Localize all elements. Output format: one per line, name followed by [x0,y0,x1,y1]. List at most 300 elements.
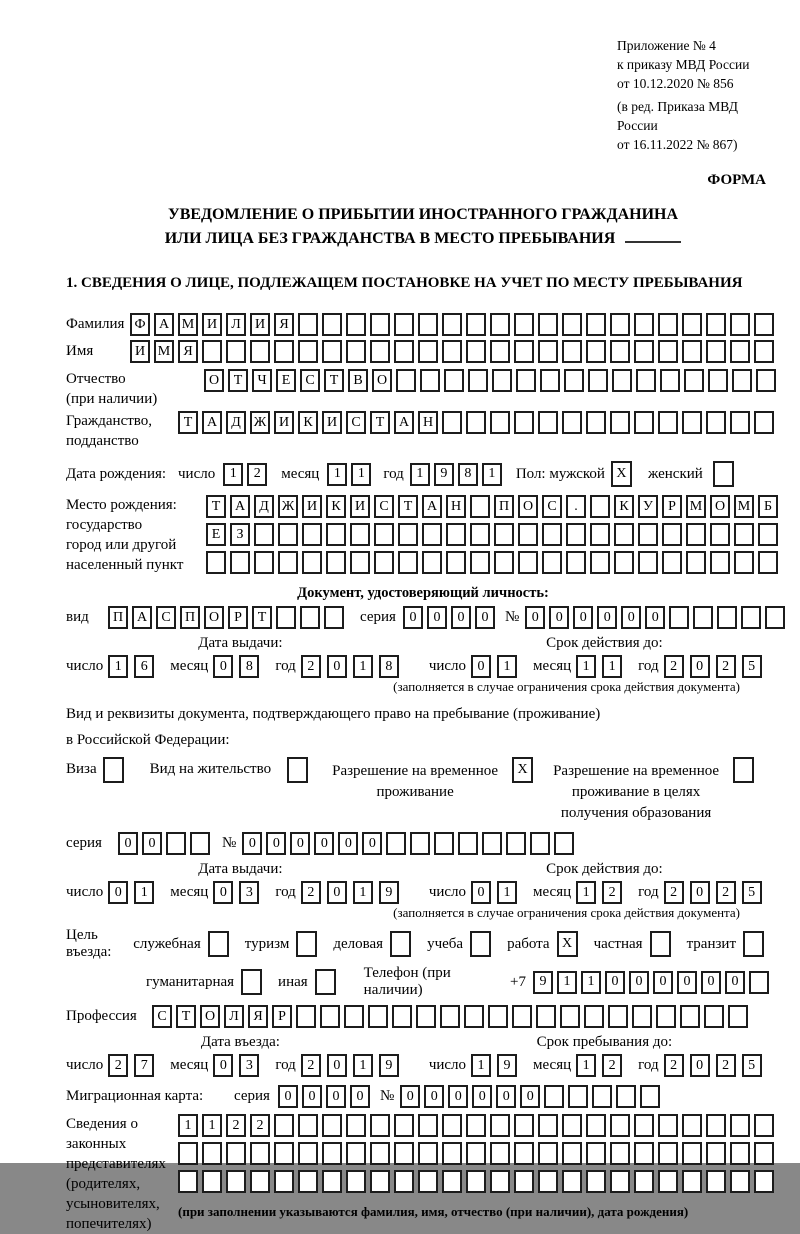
form-cell: 1 [471,1054,491,1077]
form-cell: 1 [353,655,373,678]
edu-permit-checkbox [733,757,758,783]
form-cell [418,1114,438,1137]
form-cell: 2 [664,655,684,678]
form-cell [470,931,491,957]
form-cell: К [326,495,346,518]
form-cell: Н [446,495,466,518]
form-cell [544,1085,564,1108]
stay-expiry-line: число 0 1 месяц 1 2 год 2 0 2 5 [429,881,780,904]
form-cell [418,1142,438,1165]
stay-doc-dates [66,860,780,904]
form-cell [296,931,317,957]
form-cell [446,523,466,546]
stay-expiry-year-cells [664,881,768,904]
form-cell: 0 [403,606,423,629]
migration-number-cells [400,1085,664,1108]
firstname-label: Имя [66,343,94,359]
form-cell [686,523,706,546]
form-cell [562,1170,582,1193]
form-cell [634,1142,654,1165]
form-cell [442,1170,462,1193]
form-cell [754,1142,774,1165]
form-cell [418,1170,438,1193]
stay-issue-year-cells [301,881,405,904]
form-cell [562,313,582,336]
visa-checkbox [103,757,128,783]
form-cell [418,340,438,363]
form-cell [588,369,608,392]
form-cell [420,369,440,392]
form-cell [562,1142,582,1165]
citizenship-row [66,411,780,451]
form-cell [394,1142,414,1165]
form-cell [749,971,769,994]
issue-date-line: число 1 6 месяц 0 8 год 2 0 1 8 [66,655,415,678]
header-line: к приказу МВД России [617,57,750,72]
form-cell [490,1142,510,1165]
form-cell [444,369,464,392]
form-cell [202,1142,222,1165]
form-cell: 1 [497,655,517,678]
form-cell [568,1085,588,1108]
migration-series-cells [278,1085,374,1108]
form-cell [682,313,702,336]
form-cell: 1 [108,655,128,678]
form-cell [466,313,486,336]
form-cell: 0 [690,881,710,904]
residence-label: Вид на жительство [149,761,272,777]
form-cell [410,832,430,855]
form-cell [682,1114,702,1137]
form-cell: 3 [239,881,259,904]
form-cell: М [734,495,754,518]
form-cell: Т [370,411,390,434]
form-cell [754,1170,774,1193]
doc-series-cells [403,606,499,629]
form-cell [730,1142,750,1165]
form-cell [346,1114,366,1137]
form-cell: С [346,411,366,434]
form-cell: 0 [338,832,358,855]
temp-permit-checkbox [512,757,537,783]
form-cell: Р [662,495,682,518]
stay-issue-line: число 0 1 месяц 0 3 год 2 0 1 9 [66,881,415,904]
form-cell [396,369,416,392]
form-cell [350,551,370,574]
form-cell [390,931,411,957]
representatives-cells [178,1114,778,1220]
form-cell [226,1170,246,1193]
stay-until-day-cells [471,1054,523,1077]
form-cell [324,606,344,629]
form-cell [442,1142,462,1165]
form-cell [442,411,462,434]
patronymic-label: Отчество (при наличии) [66,371,158,407]
form-cell: 0 [645,606,665,629]
form-cell [684,369,704,392]
purpose-work-label: работа [507,935,550,952]
form-cell [564,369,584,392]
form-cell [658,313,678,336]
form-cell: Т [206,495,226,518]
form-cell: 2 [247,463,267,486]
form-cell [586,340,606,363]
form-cell [765,606,785,629]
form-cell [490,1170,510,1193]
form-cell [298,1114,318,1137]
form-cell [302,523,322,546]
form-cell: Ф [130,313,150,336]
form-cell [730,313,750,336]
header-line: (в ред. Приказа МВД России [617,99,738,133]
form-cell [682,1170,702,1193]
form-cell: Р [228,606,248,629]
form-cell [560,1005,580,1028]
day-label: число [178,465,216,482]
form-cell [530,832,550,855]
stay-doc-note: (заполняется в случае ограничения срока действия документа) [393,905,740,920]
purpose-humanitarian-label: гуманитарная [146,973,235,990]
form-cell: 0 [290,832,310,855]
form-cell [370,313,390,336]
form-cell [166,832,186,855]
entry-day-cells [108,1054,160,1077]
expiry-day-cells [471,655,523,678]
form-cell [682,1142,702,1165]
form-cell: Т [228,369,248,392]
form-cell: Б [758,495,778,518]
title-blank-underline [625,229,681,243]
year-label: год [383,465,404,482]
form-label: ФОРМА [707,172,766,188]
form-cell [538,313,558,336]
form-cell [706,340,726,363]
form-cell: 2 [301,1054,321,1077]
birth-year-cells [410,463,506,486]
doc-number-cells [525,606,789,629]
form-cell: 1 [178,1114,198,1137]
form-cell [733,757,754,783]
form-cell: И [274,411,294,434]
form-cell: 0 [725,971,745,994]
form-cell: А [202,411,222,434]
form-cell [590,551,610,574]
form-cell: 1 [223,463,243,486]
expiry-date-line: число 0 1 месяц 1 1 год 2 0 2 5 [429,655,780,678]
form-cell [230,551,250,574]
form-cell: 0 [605,971,625,994]
form-cell [562,1114,582,1137]
entry-date-line: число 2 7 месяц 0 3 год 2 0 1 9 [66,1054,415,1077]
form-cell [758,523,778,546]
form-cell [708,369,728,392]
form-cell [370,340,390,363]
form-cell: Е [276,369,296,392]
form-cell: Т [252,606,272,629]
profession-row [66,1005,780,1028]
form-cell [706,411,726,434]
form-cell: П [494,495,514,518]
form-cell [346,1142,366,1165]
form-cell: 0 [327,881,347,904]
stay-expiry-heading: Срок действия до: [546,861,663,877]
form-cell [610,313,630,336]
issue-year-cells [301,655,405,678]
form-cell [374,523,394,546]
form-cell [610,1142,630,1165]
form-cell [296,1005,316,1028]
sex-male-checkbox [611,461,636,487]
form-cell [440,1005,460,1028]
form-cell: 3 [239,1054,259,1077]
form-cell: 0 [302,1085,322,1108]
form-cell [640,1085,660,1108]
form-cell [226,340,246,363]
form-cell [758,551,778,574]
representatives-block [66,1114,780,1234]
birth-month-cells [327,463,375,486]
form-cell [370,1170,390,1193]
form-cell [662,523,682,546]
form-cell [512,1005,532,1028]
form-cell [250,1170,270,1193]
form-cell [298,1142,318,1165]
form-cell: 0 [427,606,447,629]
form-cell: Я [178,340,198,363]
form-cell [300,606,320,629]
purpose-private-label: частная [593,935,643,952]
form-cell [660,369,680,392]
form-cell [178,1142,198,1165]
form-cell [322,313,342,336]
form-cell [298,313,318,336]
form-cell: 0 [653,971,673,994]
purpose-label: Цель въезда: [66,927,112,960]
form-cell [634,340,654,363]
form-cell: 5 [742,1054,762,1077]
form-cell [638,551,658,574]
form-cell [482,832,502,855]
form-cell [658,1170,678,1193]
doc-number-label: № [504,609,520,625]
migration-card-label: Миграционная карта: [66,1088,204,1104]
form-cell [346,313,366,336]
form-cell [490,340,510,363]
form-cell: 1 [202,1114,222,1137]
form-cell [394,313,414,336]
form-cell: 2 [664,1054,684,1077]
patronymic-cells [204,369,780,392]
form-cell: 0 [213,881,233,904]
form-cell: 2 [250,1114,270,1137]
form-cell [518,523,538,546]
form-cell: 1 [576,1054,596,1077]
form-cell [103,757,124,783]
form-cell [516,369,536,392]
form-cell: 2 [716,655,736,678]
form-cell [586,313,606,336]
form-cell [706,1114,726,1137]
form-cell [202,1170,222,1193]
form-cell [278,523,298,546]
form-cell: 5 [742,655,762,678]
form-cell: Е [206,523,226,546]
form-cell [730,340,750,363]
form-cell: 0 [525,606,545,629]
form-cell [540,369,560,392]
form-cell: 0 [621,606,641,629]
form-cell [250,340,270,363]
birthdate-row [66,461,780,487]
form-cell: О [200,1005,220,1028]
form-cell [612,369,632,392]
entry-date-heading: Дата въезда: [200,1034,280,1050]
form-cell: 0 [213,655,233,678]
purpose-tourism-label: туризм [244,935,290,952]
form-cell [634,1114,654,1137]
form-cell [706,1170,726,1193]
form-cell [398,523,418,546]
form-title [66,203,780,251]
form-cell [518,551,538,574]
form-cell: Д [226,411,246,434]
form-cell: К [298,411,318,434]
identity-doc-row [66,606,780,629]
form-cell: К [614,495,634,518]
form-cell [394,340,414,363]
form-cell [250,1142,270,1165]
issue-day-cells [108,655,160,678]
expiry-month-cells [576,655,628,678]
form-cell [741,606,761,629]
form-cell [470,495,490,518]
form-cell [710,523,730,546]
form-cell [374,551,394,574]
purpose-tourism-checkbox [296,931,321,957]
form-cell: С [374,495,394,518]
identity-doc-note: (заполняется в случае ограничения срока действия документа) [393,679,740,694]
form-cell: 0 [400,1085,420,1108]
form-cell: 0 [475,606,495,629]
form-cell: 0 [242,832,262,855]
form-cell: 9 [379,1054,399,1077]
form-cell [538,1170,558,1193]
form-cell [490,313,510,336]
birthdate-label: Дата рождения: [66,465,167,482]
form-cell: Ж [250,411,270,434]
form-cell [320,1005,340,1028]
phone-cells [533,971,773,994]
purpose-other-checkbox [315,969,340,995]
form-cell: А [132,606,152,629]
form-cell [178,1170,198,1193]
form-cell [322,1142,342,1165]
form-cell: О [204,369,224,392]
form-cell [466,340,486,363]
form-cell: А [154,313,174,336]
form-cell: 0 [690,1054,710,1077]
header-line: от 16.11.2022 № 867) [617,137,738,152]
form-cell: 2 [226,1114,246,1137]
form-cell: 0 [327,655,347,678]
stay-expiry-day-cells [471,881,523,904]
form-cell [656,1005,676,1028]
form-cell [614,551,634,574]
expiry-date-heading: Срок действия до: [546,635,663,651]
form-cell: 2 [108,1054,128,1077]
form-cell: О [710,495,730,518]
form-cell [208,931,229,957]
birthplace-block [66,495,780,579]
form-cell: 2 [301,655,321,678]
form-cell: Л [224,1005,244,1028]
entry-month-cells [213,1054,265,1077]
form-cell: 0 [362,832,382,855]
form-cell: 9 [379,881,399,904]
form-cell [616,1085,636,1108]
form-cell: 9 [533,971,553,994]
form-cell: А [422,495,442,518]
form-cell [298,1170,318,1193]
form-cell [254,551,274,574]
purpose-official-label: служебная [133,935,201,952]
doc-series-label: серия [360,609,396,625]
doc-kind-label: вид [66,609,89,625]
form-cell [322,340,342,363]
form-cell: 2 [664,881,684,904]
month-label: месяц [281,465,320,482]
form-cell [274,1170,294,1193]
form-cell: 1 [351,463,371,486]
form-cell [608,1005,628,1028]
form-cell: Т [324,369,344,392]
stay-until-month-cells [576,1054,628,1077]
form-cell [658,411,678,434]
form-cell: Д [254,495,274,518]
form-cell: 6 [134,655,154,678]
form-cell [514,411,534,434]
form-cell: 0 [448,1085,468,1108]
stay-number-label: № [222,835,237,851]
form-cell: Я [274,313,294,336]
form-cell: 1 [134,881,154,904]
form-cell [693,606,713,629]
form-title-line1: УВЕДОМЛЕНИЕ О ПРИБЫТИИ ИНОСТРАННОГО ГРАЖДАНИНА [167,206,679,223]
form-cell [287,757,308,783]
form-cell: Т [176,1005,196,1028]
form-cell: 0 [266,832,286,855]
birthplace-row1-cells [206,495,782,518]
stay-doc-options [66,757,780,824]
form-cell: С [300,369,320,392]
form-cell [241,969,262,995]
form-cell: 0 [278,1085,298,1108]
form-cell: И [250,313,270,336]
section1-heading: 1. СВЕДЕНИЯ О ЛИЦЕ, ПОДЛЕЖАЩЕМ ПОСТАНОВКЕ НА УЧЕТ ПО МЕСТУ ПРЕБЫВАНИЯ [66,275,743,291]
form-cell [658,1142,678,1165]
form-cell: 8 [239,655,259,678]
form-cell [590,523,610,546]
representatives-row2-cells [178,1142,778,1165]
form-cell: 9 [434,463,454,486]
form-cell [669,606,689,629]
stay-doc-series-row [66,832,780,855]
expiry-year-cells [664,655,768,678]
form-cell: 0 [424,1085,444,1108]
representatives-row1-cells [178,1114,778,1137]
form-cell: 0 [327,1054,347,1077]
form-cell: П [180,606,200,629]
